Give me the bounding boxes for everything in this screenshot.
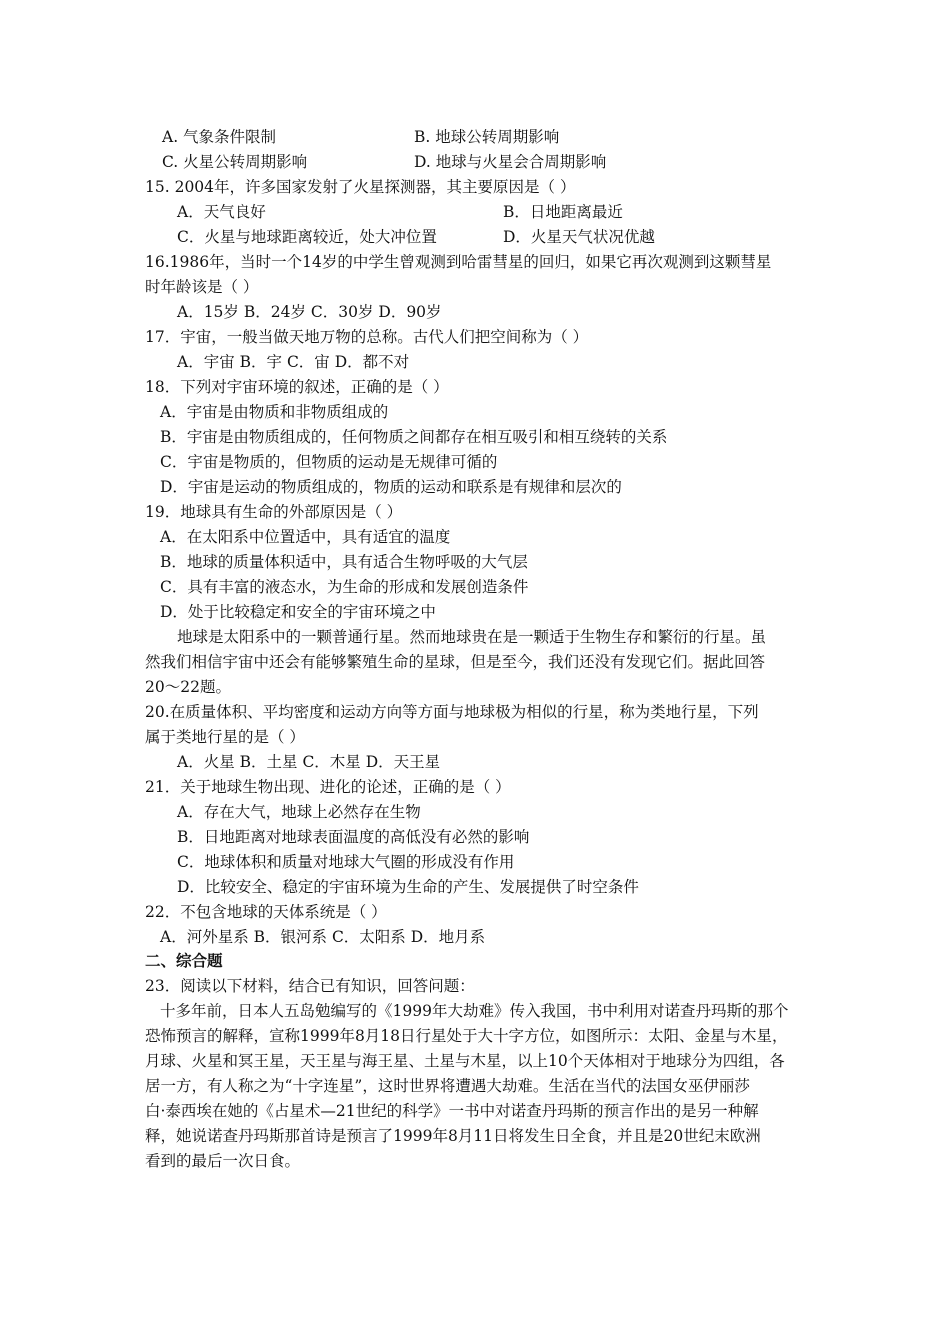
q14-option-d: D. 地球与火星会合周期影响	[414, 153, 607, 171]
q19-option-d: D．处于比较稳定和安全的宇宙环境之中	[160, 603, 436, 621]
q15-option-b: B．日地距离最近	[503, 203, 623, 221]
question-20-line1: 20.在质量体积、平均密度和运动方向等方面与地球极为相似的行星，称为类地行星，下列	[145, 703, 759, 721]
passage-2-line2: 恐怖预言的解释，宣称1999年8月18日行星处于大十字方位，如图所示：太阳、金星与木星，	[145, 1027, 788, 1045]
passage-2-line4: 居一方，有人称之为“十字连星”，这时世界将遭遇大劫难。生活在当代的法国女巫伊丽莎	[145, 1077, 750, 1095]
q19-option-a: A．在太阳系中位置适中，具有适宜的温度	[160, 528, 451, 546]
question-23: 23．阅读以下材料，结合已有知识，回答问题：	[145, 977, 475, 995]
q15-option-c: C．火星与地球距离较近，处大冲位置	[177, 228, 437, 246]
q15-option-d: D．火星天气状况优越	[503, 228, 655, 246]
q21-option-a: A．存在大气，地球上必然存在生物	[177, 803, 421, 821]
q14-option-a: A. 气象条件限制	[162, 128, 277, 146]
q21-option-b: B．日地距离对地球表面温度的高低没有必然的影响	[177, 828, 530, 846]
section-heading: 二、综合题	[145, 951, 223, 970]
question-20-line2: 属于类地行星的是（ ）	[145, 728, 305, 746]
passage-1-line3: 20～22题。	[145, 678, 231, 696]
passage-2-line7: 看到的最后一次日食。	[145, 1152, 301, 1170]
q17-options: A．宇宙 B．宇 C．宙 D．都不对	[177, 353, 410, 371]
q18-option-b: B．宇宙是由物质组成的，任何物质之间都存在相互吸引和相互绕转的关系	[160, 428, 668, 446]
passage-2-line1: 十多年前，日本人五岛勉编写的《1999年大劫难》传入我国，书中利用对诺查丹玛斯的那个	[160, 1002, 789, 1020]
q18-option-a: A．宇宙是由物质和非物质组成的	[160, 403, 389, 421]
q18-option-c: C．宇宙是物质的，但物质的运动是无规律可循的	[160, 453, 498, 471]
q19-option-b: B．地球的质量体积适中，具有适合生物呼吸的大气层	[160, 553, 528, 571]
question-21: 21．关于地球生物出现、进化的论述，正确的是（ ）	[145, 778, 511, 796]
q16-options: A．15岁 B．24岁 C．30岁 D．90岁	[177, 303, 442, 321]
q19-option-c: C．具有丰富的液态水，为生命的形成和发展创造条件	[160, 578, 529, 596]
question-16-line2: 时年龄该是（ ）	[145, 278, 259, 296]
question-17: 17．宇宙，一般当做天地万物的总称。古代人们把空间称为（ ）	[145, 328, 589, 346]
passage-1-line2: 然我们相信宇宙中还会有能够繁殖生命的星球，但是至今，我们还没有发现它们。据此回答	[145, 653, 766, 671]
q18-option-d: D．宇宙是运动的物质组成的，物质的运动和联系是有规律和层次的	[160, 478, 622, 496]
q21-option-d: D．比较安全、稳定的宇宙环境为生命的产生、发展提供了时空条件	[177, 878, 639, 896]
question-19: 19．地球具有生命的外部原因是（ ）	[145, 503, 403, 521]
q20-options: A．火星 B．土星 C．木星 D．天王星	[177, 753, 441, 771]
question-22: 22．不包含地球的天体系统是（ ）	[145, 903, 387, 921]
question-15: 15. 2004年，许多国家发射了火星探测器，其主要原因是（ ）	[145, 178, 576, 196]
q22-options: A．河外星系 B．银河系 C．太阳系 D．地月系	[160, 928, 486, 946]
q14-option-b: B. 地球公转周期影响	[414, 128, 560, 146]
q21-option-c: C．地球体积和质量对地球大气圈的形成没有作用	[177, 853, 515, 871]
passage-2-line5: 白·泰西埃在她的《占星术—21世纪的科学》一书中对诺查丹玛斯的预言作出的是另一种解	[145, 1102, 759, 1120]
passage-2-line3: 月球、火星和冥王星，天王星与海王星、土星与木星，以上10个天体相对于地球分为四组，各	[145, 1052, 785, 1070]
question-16-line1: 16.1986年，当时一个14岁的中学生曾观测到哈雷彗星的回归，如果它再次观测到这颗彗星	[145, 253, 772, 271]
q14-option-c: C. 火星公转周期影响	[162, 153, 308, 171]
passage-2-line6: 释，她说诺查丹玛斯那首诗是预言了1999年8月11日将发生日全食，并且是20世纪末欧洲	[145, 1127, 761, 1145]
passage-1-line1: 地球是太阳系中的一颗普通行星。然而地球贵在是一颗适于生物生存和繁衍的行星。虽	[177, 628, 767, 646]
question-18: 18．下列对宇宙环境的叙述，正确的是（ ）	[145, 378, 449, 396]
q15-option-a: A．天气良好	[177, 203, 266, 221]
